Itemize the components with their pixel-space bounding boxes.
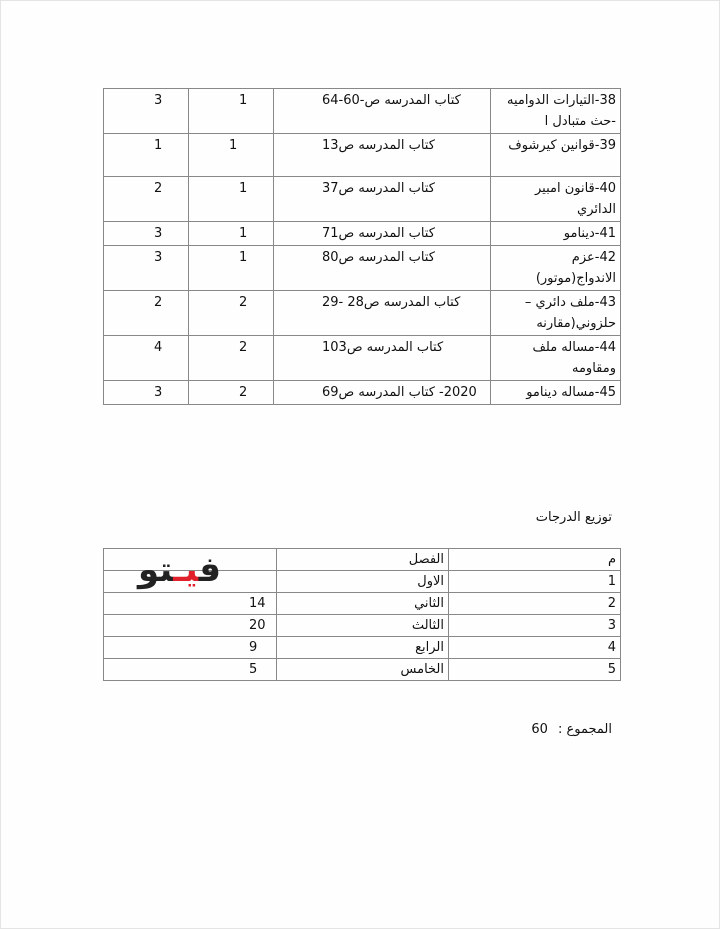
table-row — [104, 637, 621, 659]
count-cell: 1 — [189, 177, 274, 222]
vito-watermark-logo: فيـتو — [138, 550, 221, 590]
count-cell: 1 — [189, 246, 274, 291]
table-row — [104, 291, 621, 336]
table-row — [104, 89, 621, 134]
table-row — [104, 246, 621, 291]
topic-cell: 40-قانون امبير الدائري — [491, 177, 621, 222]
table-row — [104, 659, 621, 681]
topic-cell: 42-عزم الاندواج(موتور) — [491, 246, 621, 291]
header-index: م — [449, 549, 621, 571]
marks-cell: 3 — [104, 381, 189, 405]
total-label: المجموع : — [558, 722, 612, 737]
index-cell: 3 — [449, 615, 621, 637]
reference-cell: كتاب المدرسه ص13 — [274, 134, 491, 177]
count-cell: 1 — [189, 89, 274, 134]
topic-cell: 38-التيارات الدواميه -حث متبادل ا — [491, 89, 621, 134]
table-row — [104, 615, 621, 637]
total-line — [531, 722, 612, 737]
table-row — [104, 177, 621, 222]
count-cell: 2 — [189, 336, 274, 381]
total-value: 60 — [531, 722, 548, 737]
count-cell: 1 — [189, 134, 274, 177]
marks-cell: 14 — [104, 593, 277, 615]
table-row — [104, 336, 621, 381]
index-cell: 5 — [449, 659, 621, 681]
table-row — [104, 593, 621, 615]
chapter-cell: الثالث — [277, 615, 449, 637]
marks-cell: 20 — [104, 615, 277, 637]
index-cell: 2 — [449, 593, 621, 615]
reference-cell: كتاب المدرسه ص37 — [274, 177, 491, 222]
topic-cell: 39-قوانين كيرشوف — [491, 134, 621, 177]
topic-cell: 43-ملف دائري – حلزوني(مقارنه — [491, 291, 621, 336]
topics-table — [103, 88, 621, 405]
chapter-cell: الخامس — [277, 659, 449, 681]
table-row — [104, 134, 621, 177]
count-cell: 1 — [189, 222, 274, 246]
marks-cell: 3 — [104, 89, 189, 134]
topic-cell: 44-مساله ملف ومقاومه — [491, 336, 621, 381]
header-chapter: الفصل — [277, 549, 449, 571]
marks-cell: 2 — [104, 177, 189, 222]
index-cell: 4 — [449, 637, 621, 659]
distribution-title: توزيع الدرجات — [535, 510, 612, 525]
topic-cell: 41-دينامو — [491, 222, 621, 246]
marks-cell: 1 — [104, 134, 189, 177]
count-cell: 2 — [189, 291, 274, 336]
marks-cell: 9 — [104, 637, 277, 659]
index-cell: 1 — [449, 571, 621, 593]
marks-cell: 3 — [104, 246, 189, 291]
marks-cell: 2 — [104, 291, 189, 336]
reference-cell: كتاب المدرسه ص80 — [274, 246, 491, 291]
reference-cell: 2020- كتاب المدرسه ص69 — [274, 381, 491, 405]
reference-cell: كتاب المدرسه ص71 — [274, 222, 491, 246]
count-cell: 2 — [189, 381, 274, 405]
topic-cell: 45-مساله دينامو — [491, 381, 621, 405]
marks-cell: 4 — [104, 336, 189, 381]
reference-cell: كتاب المدرسه ص-60-64 — [274, 89, 491, 134]
marks-cell: 3 — [104, 222, 189, 246]
reference-cell: كتاب المدرسه ص28 -29 — [274, 291, 491, 336]
reference-cell: كتاب المدرسه ص103 — [274, 336, 491, 381]
marks-cell: 5 — [104, 659, 277, 681]
chapter-cell: الرابع — [277, 637, 449, 659]
table-row — [104, 381, 621, 405]
chapter-cell: الاول — [277, 571, 449, 593]
table-row — [104, 222, 621, 246]
chapter-cell: الثاني — [277, 593, 449, 615]
